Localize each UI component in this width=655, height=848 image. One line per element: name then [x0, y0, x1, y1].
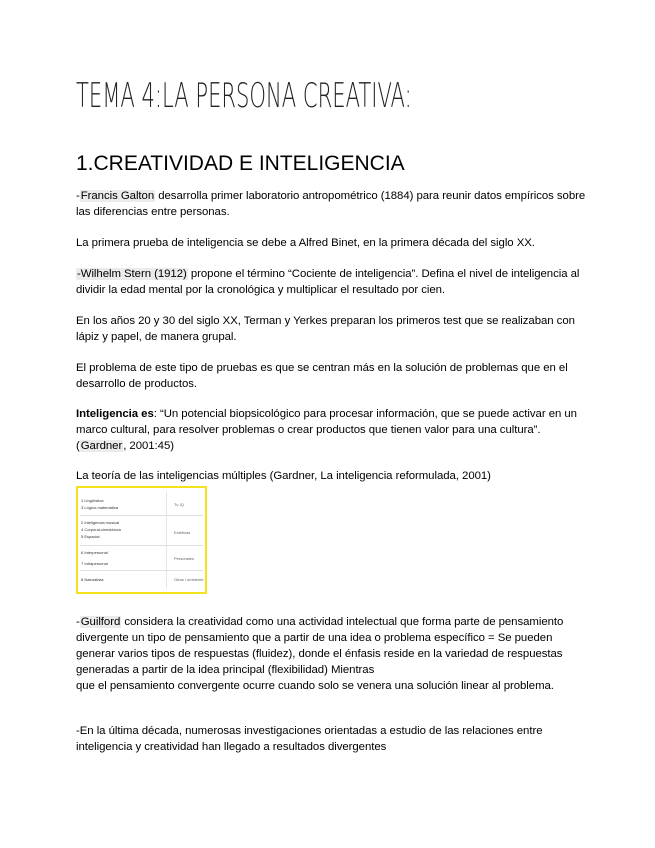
- paragraph-text: : “Un potencial biopsicológico para procesar información, que se puede activar en un marco cultural, para resolver problemas o crear productos que tienen valor para una cultura”. (: [76, 408, 577, 452]
- section-heading: 1.CREATIVIDAD E INTELIGENCIA: [76, 152, 405, 175]
- page-title: TEMA 4:LA PERSONA CREATIVA:: [76, 76, 412, 116]
- intelligences-table-image: [76, 486, 207, 594]
- table-row-2-left: [81, 519, 121, 540]
- paragraph-investigaciones: -En la última década, numerosas investigaciones orientadas a estudio de las relaciones entre inteligencia y creatividad han llegado a resultados divergentes: [76, 725, 543, 753]
- bold-term: Inteligencia es: [76, 408, 154, 420]
- highlighted-name-guilford: Guilford: [80, 616, 121, 628]
- table-cell: 1 Lingüística: [81, 498, 104, 503]
- table-row-separator: [80, 545, 203, 546]
- table-row-2-right: Estéticas: [174, 530, 191, 535]
- highlighted-name-stern: -Wilhelm Stern (1912): [77, 268, 187, 280]
- paragraph-stern: [76, 266, 586, 298]
- paragraph-guilford: [76, 614, 586, 694]
- table-cell: 8 Naturalista: [81, 577, 104, 582]
- table-cell: 7 Intrapersonal: [81, 561, 108, 566]
- table-row-1-left: [81, 497, 118, 511]
- paragraph-text: desarrolla primer laboratorio antropométrico (1884) para reunir datos empíricos sobre las diferencias entre personas.: [76, 190, 586, 218]
- table-cell: 6 Interpersonal: [81, 550, 108, 555]
- table-cell: 3 Lógico-matemática: [81, 505, 119, 510]
- table-cell: 2 Inteligencia musical: [81, 520, 120, 525]
- highlighted-name-galton: Francis Galton: [80, 190, 155, 202]
- table-row-4-left: [81, 576, 103, 583]
- table-cell: 4 Corporal-cinestésica: [81, 527, 121, 532]
- paragraph-text: propone el término “Cociente de inteligencia”. Defina el nivel de inteligencia al dividir la edad mental por la cronológica y multiplicar el resultado por cien.: [76, 268, 580, 296]
- paragraph-text: , 2001:45): [123, 440, 174, 452]
- dash-text: -: [76, 616, 80, 628]
- paragraph-text: considera la creatividad como una actividad intelectual que forma parte de pensamiento divergente un tipo de pensamiento que a partir de una idea o problema específico = Se pueden generar varios tipos de respuestas (fluidez), donde el énfasis reside en la variedad de respuestas generadas a partir de la idea principal (flexibilidad) Mientras: [76, 616, 564, 676]
- dash-text: -: [76, 190, 80, 202]
- paragraph-binet: La primera prueba de inteligencia se debe a Alfred Binet, en la primera década del siglo XX.: [76, 237, 535, 249]
- highlighted-name-gardner: Gardner: [80, 440, 123, 452]
- table-row-4-right: Otras / ambiente: [174, 577, 204, 582]
- table-divider: [166, 492, 167, 588]
- table-row-1-right: Tu IQ: [174, 502, 184, 507]
- table-cell: 5 Espacial: [81, 534, 100, 539]
- paragraph-teoria: La teoría de las inteligencias múltiples (Gardner, La inteligencia reformulada, 2001): [76, 470, 491, 482]
- table-row-separator: [80, 515, 203, 516]
- paragraph-terman: En los años 20 y 30 del siglo XX, Terman y Yerkes preparan los primeros test que se realizaban con lápiz y papel, de manera grupal.: [76, 315, 575, 343]
- paragraph-problema: El problema de este tipo de pruebas es que se centran más en la solución de problemas que en el desarrollo de productos.: [76, 362, 568, 390]
- paragraph-definicion: [76, 406, 586, 454]
- table-row-3-left: [81, 549, 108, 567]
- paragraph-galton: [76, 188, 586, 220]
- table-row-3-right: Personales: [174, 556, 195, 561]
- paragraph-text: que el pensamiento convergente ocurre cuando solo se venera una solución linear al problema.: [76, 680, 554, 692]
- table-row-separator: [80, 570, 203, 571]
